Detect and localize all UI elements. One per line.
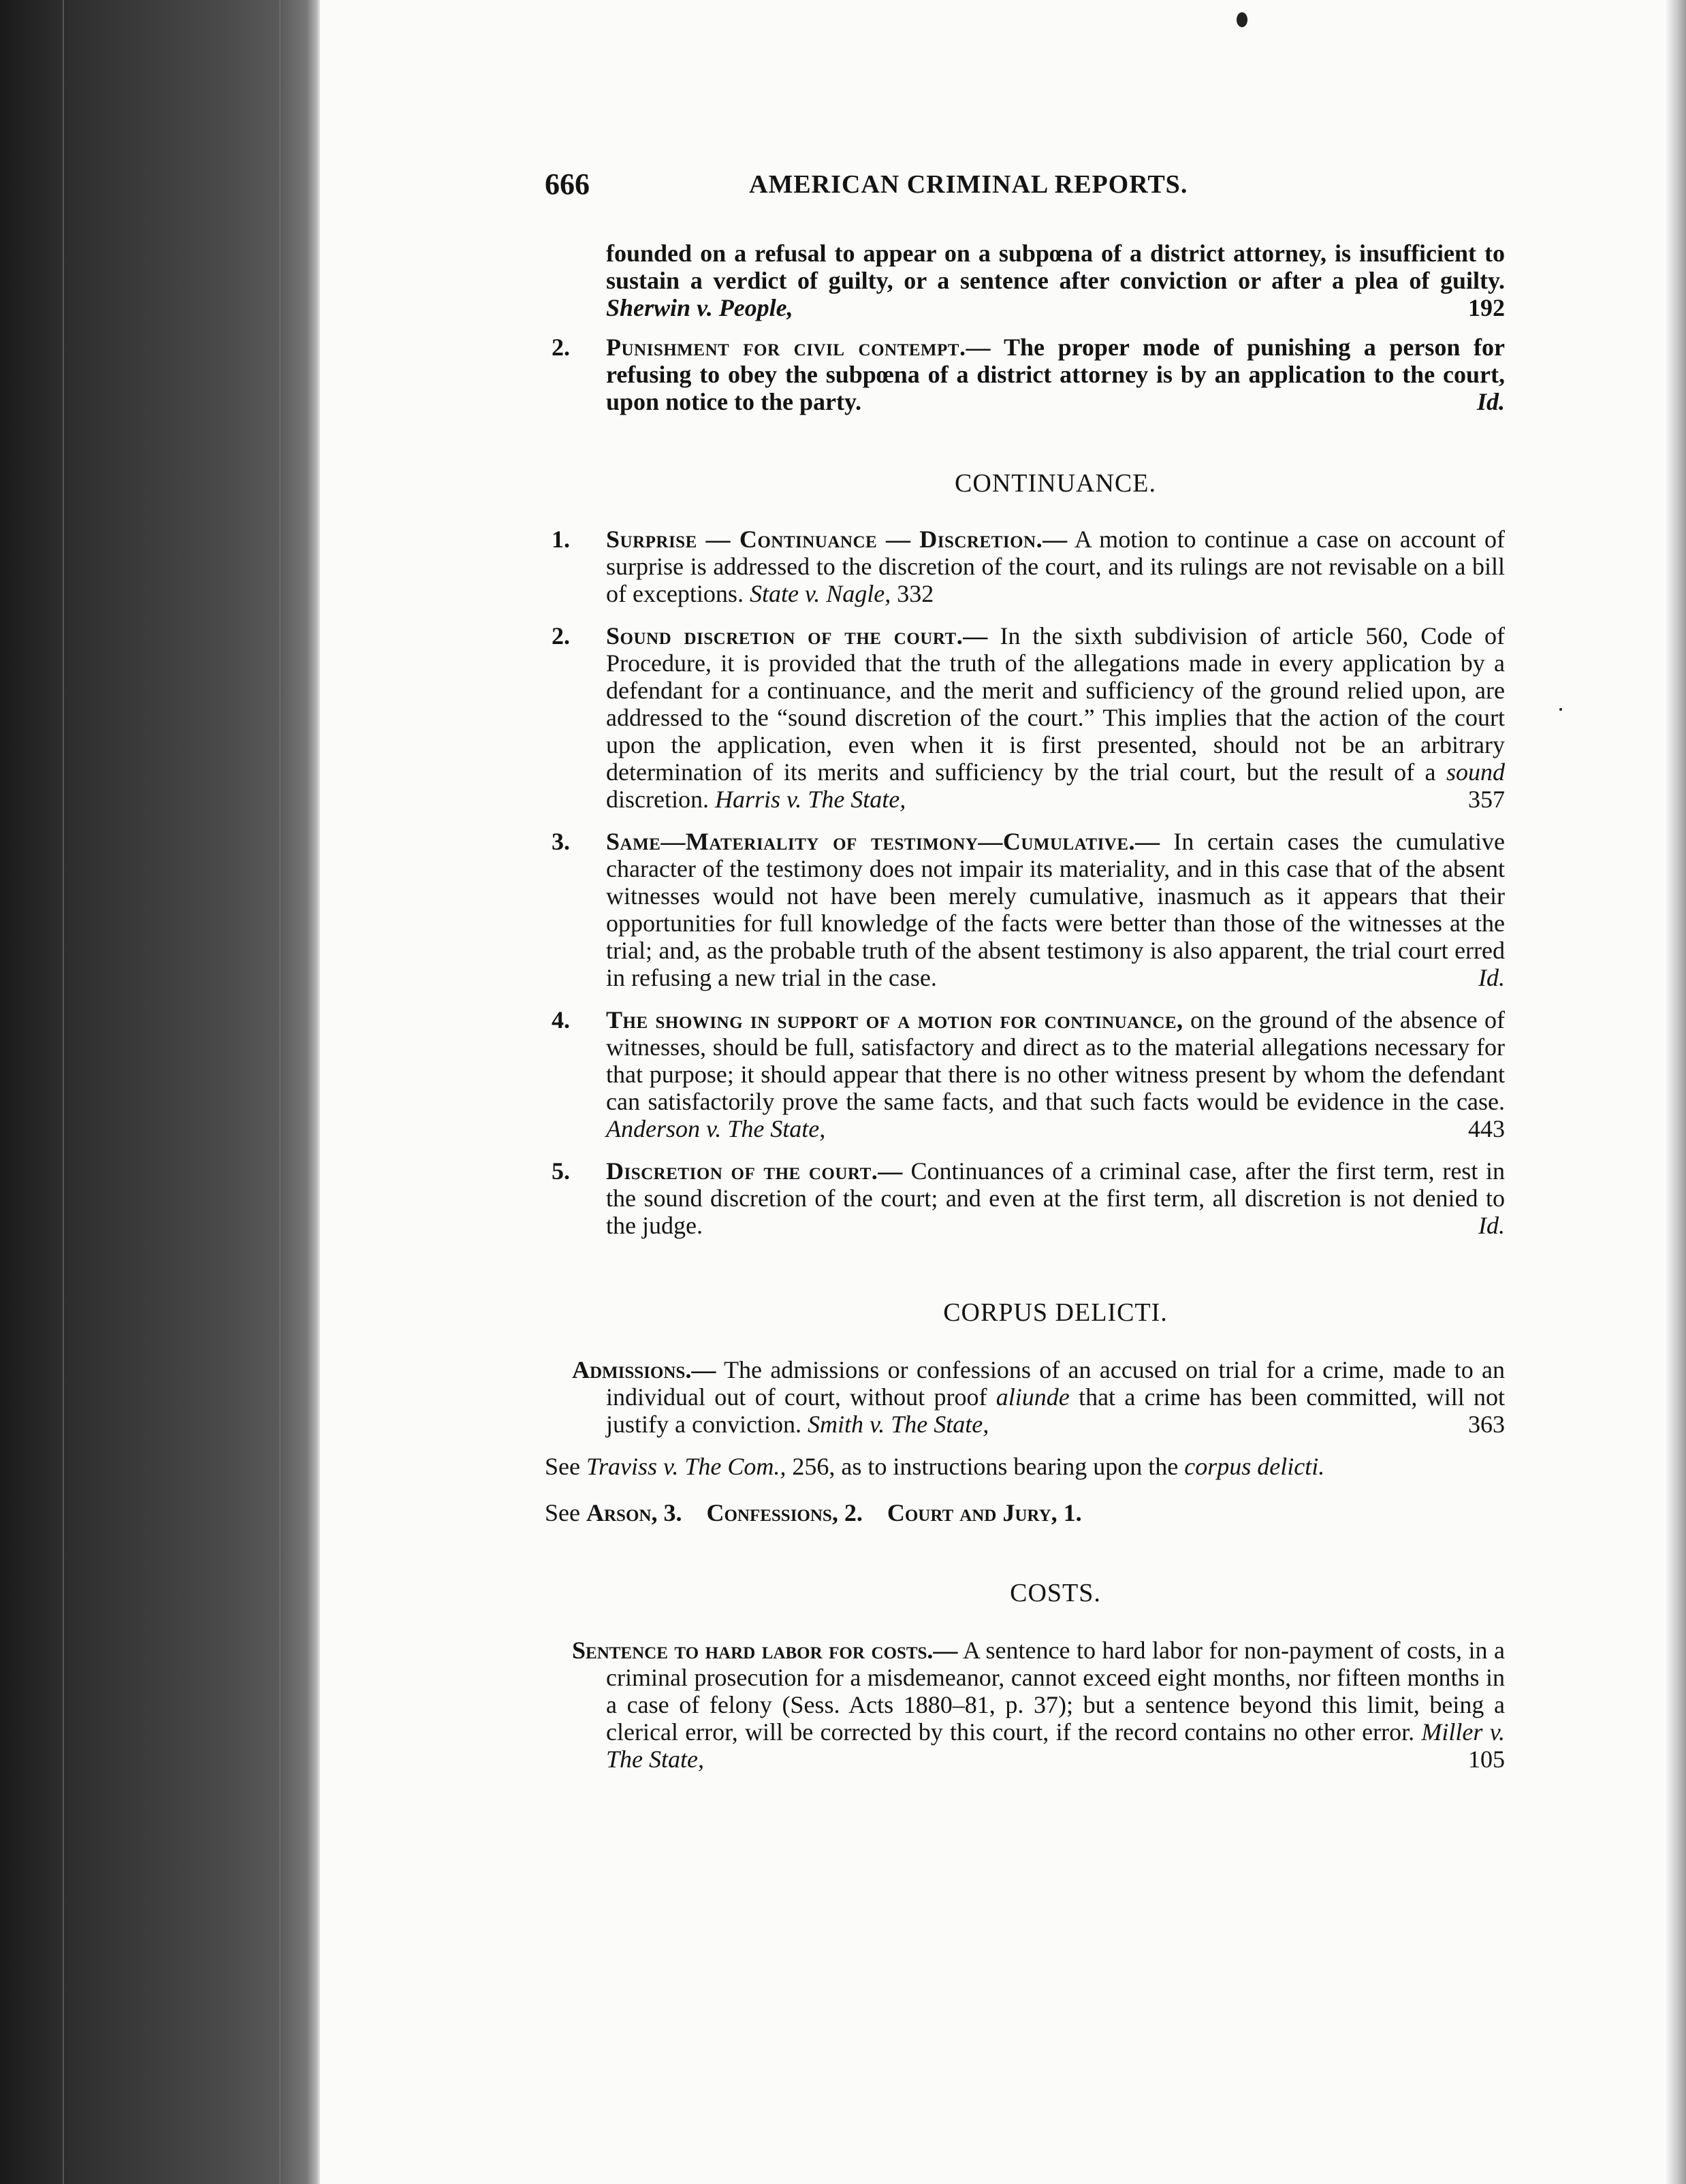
digest-entry <box>545 828 1505 991</box>
entry-text-after: that a crime has been committed, will not justify a conviction. <box>606 1383 1506 1438</box>
entry-text: The admissions or confessions of an accused on trial for a crime, made to an individual out of court, without proof <box>606 1356 1506 1411</box>
ink-speck <box>1559 708 1562 711</box>
entry-number: 4. <box>552 1006 570 1033</box>
digest-entry <box>545 1356 1505 1438</box>
entry-text: A motion to continue a case on account of surprise is addressed to the discretion of the court, and its rulings are not revisable on a bill of exceptions. <box>606 526 1505 607</box>
cross-reference: Court and Jury, 1. <box>887 1499 1082 1526</box>
digest-entry <box>545 1637 1505 1773</box>
page-number: 666 <box>545 167 590 201</box>
see-reference <box>545 1453 1505 1480</box>
ink-speck <box>1237 12 1247 27</box>
emphasis: corpus delicti. <box>1184 1453 1325 1480</box>
page-reference: 363 <box>1468 1411 1505 1438</box>
page-reference: 192 <box>1468 294 1505 321</box>
entry-number: 5. <box>552 1157 570 1185</box>
entry-number: 3. <box>552 828 570 855</box>
entry-text: In the sixth subdivision of article 560, Code of Procedure, it is provided that the truth of the allegations made in every application by a defendant for a continuance, and the merit and sufficiency of the ground relied upon, are addressed to the “sound discretion of the court.” This implies that the action of the court upon the application, even when it is first presented, should not be an arbitrary determination of its merits and sufficiency by the trial court, but the result of a <box>606 622 1506 786</box>
case-citation: State v. Nagle, <box>749 580 891 607</box>
case-citation: Harris v. The State, <box>714 786 906 813</box>
page-edge <box>1664 0 1686 2184</box>
emphasis: sound <box>1446 758 1505 786</box>
digest-entry <box>545 622 1505 813</box>
page-reference: Id. <box>1478 1212 1505 1239</box>
cross-reference: Confessions, 2. <box>706 1499 863 1526</box>
entry-text: A sentence to hard labor for non-payment of costs, in a criminal prosecution for a misdemeanor, cannot exceed eight months, nor fifteen months in a case of felony (Sess. Acts 1880–81, p. 37); but a sentence beyond this limit, being a clerical error, will be corrected by this court, if the record contains no other error. <box>606 1637 1505 1746</box>
entry-heading: Punishment for civil contempt.— <box>606 334 991 361</box>
section-title-costs: COSTS. <box>1010 1579 1101 1607</box>
section-title-corpus-delicti: CORPUS DELICTI. <box>943 1298 1168 1327</box>
page-reference: 105 <box>1468 1746 1505 1773</box>
page-reference: Id. <box>1476 388 1505 415</box>
spine-edge-line <box>279 0 281 2184</box>
entry-heading: Discretion of the court.— <box>606 1157 903 1185</box>
entry-heading: Sentence to hard labor for costs.— <box>572 1637 958 1664</box>
see-also-line <box>545 1499 1505 1526</box>
see-text: 256, as to instructions bearing upon the <box>792 1453 1179 1480</box>
entry-text: The proper mode of punishing a person for refusing to obey the subpœna of a district attorney is by an application to the court, upon notice to the party. <box>606 334 1506 415</box>
entry-heading: Admissions.— <box>572 1356 716 1383</box>
page-content <box>545 238 1505 1773</box>
digest-entry <box>545 334 1505 415</box>
running-head: AMERICAN CRIMINAL REPORTS. <box>749 170 1188 199</box>
digest-entry-continuation <box>545 240 1505 321</box>
entry-heading: Sound discretion of the court.— <box>606 622 988 649</box>
digest-entry <box>545 1006 1505 1142</box>
page-reference: 332 <box>897 580 934 607</box>
see-prefix: See <box>545 1499 580 1526</box>
entry-text: In certain cases the cumulative character of the testimony does not impair its materiality, and in this case that of the absent witnesses would not have been merely cumulative, inasmuch as it appears that their opportunities for full knowledge of the facts were better than those of the witnesses at the trial; and, as the probable truth of the absent testimony is also apparent, the trial court erred in refusing a new trial in the case. <box>606 828 1506 991</box>
book-spine <box>0 0 320 2184</box>
case-citation: Smith v. The State, <box>807 1411 989 1438</box>
case-citation: Traviss v. The Com., <box>586 1453 786 1480</box>
page-header <box>545 167 1505 208</box>
spine-edge-line <box>63 0 64 2184</box>
case-citation: Anderson v. The State, <box>606 1115 826 1142</box>
digest-entry <box>545 1157 1505 1239</box>
cross-reference: Arson, 3. <box>586 1499 682 1526</box>
entry-text-after: discretion. <box>606 786 709 813</box>
entry-text: on the ground of the absence of witnesses, should be full, satisfactory and direct as to the material allegations necessary for that purpose; it should appear that there is no other witness present by whom the defendant can satisfactorily prove the same facts, and that such facts would be evidence in the case. <box>606 1006 1505 1115</box>
entry-number: 2. <box>552 334 570 361</box>
entry-heading: The showing in support of a motion for continuance, <box>606 1006 1183 1033</box>
case-citation: Miller v. The State, <box>606 1718 1505 1773</box>
entry-number: 1. <box>552 526 570 553</box>
entry-heading: Same—Materiality of testimony—Cumulative.— <box>606 828 1160 855</box>
entry-text: founded on a refusal to appear on a subpœna of a district attorney, is insufficient to sustain a verdict of guilty, or a sentence after conviction or after a plea of guilty. <box>606 240 1505 294</box>
page-reference: 357 <box>1468 786 1505 813</box>
emphasis: aliunde <box>996 1383 1070 1411</box>
section-title-continuance: CONTINUANCE. <box>955 469 1156 498</box>
entry-heading: Surprise — Continuance — Discretion.— <box>606 526 1068 553</box>
see-prefix: See <box>545 1453 580 1480</box>
entry-text: Continuances of a criminal case, after the first term, rest in the sound discretion of the court; and even at the first term, all discretion is not denied to the judge. <box>606 1157 1506 1239</box>
page-reference: Id. <box>1478 964 1505 991</box>
entry-number: 2. <box>552 622 570 649</box>
digest-entry <box>545 526 1505 607</box>
case-citation: Sherwin v. People, <box>606 294 793 321</box>
page-reference: 443 <box>1468 1115 1505 1142</box>
